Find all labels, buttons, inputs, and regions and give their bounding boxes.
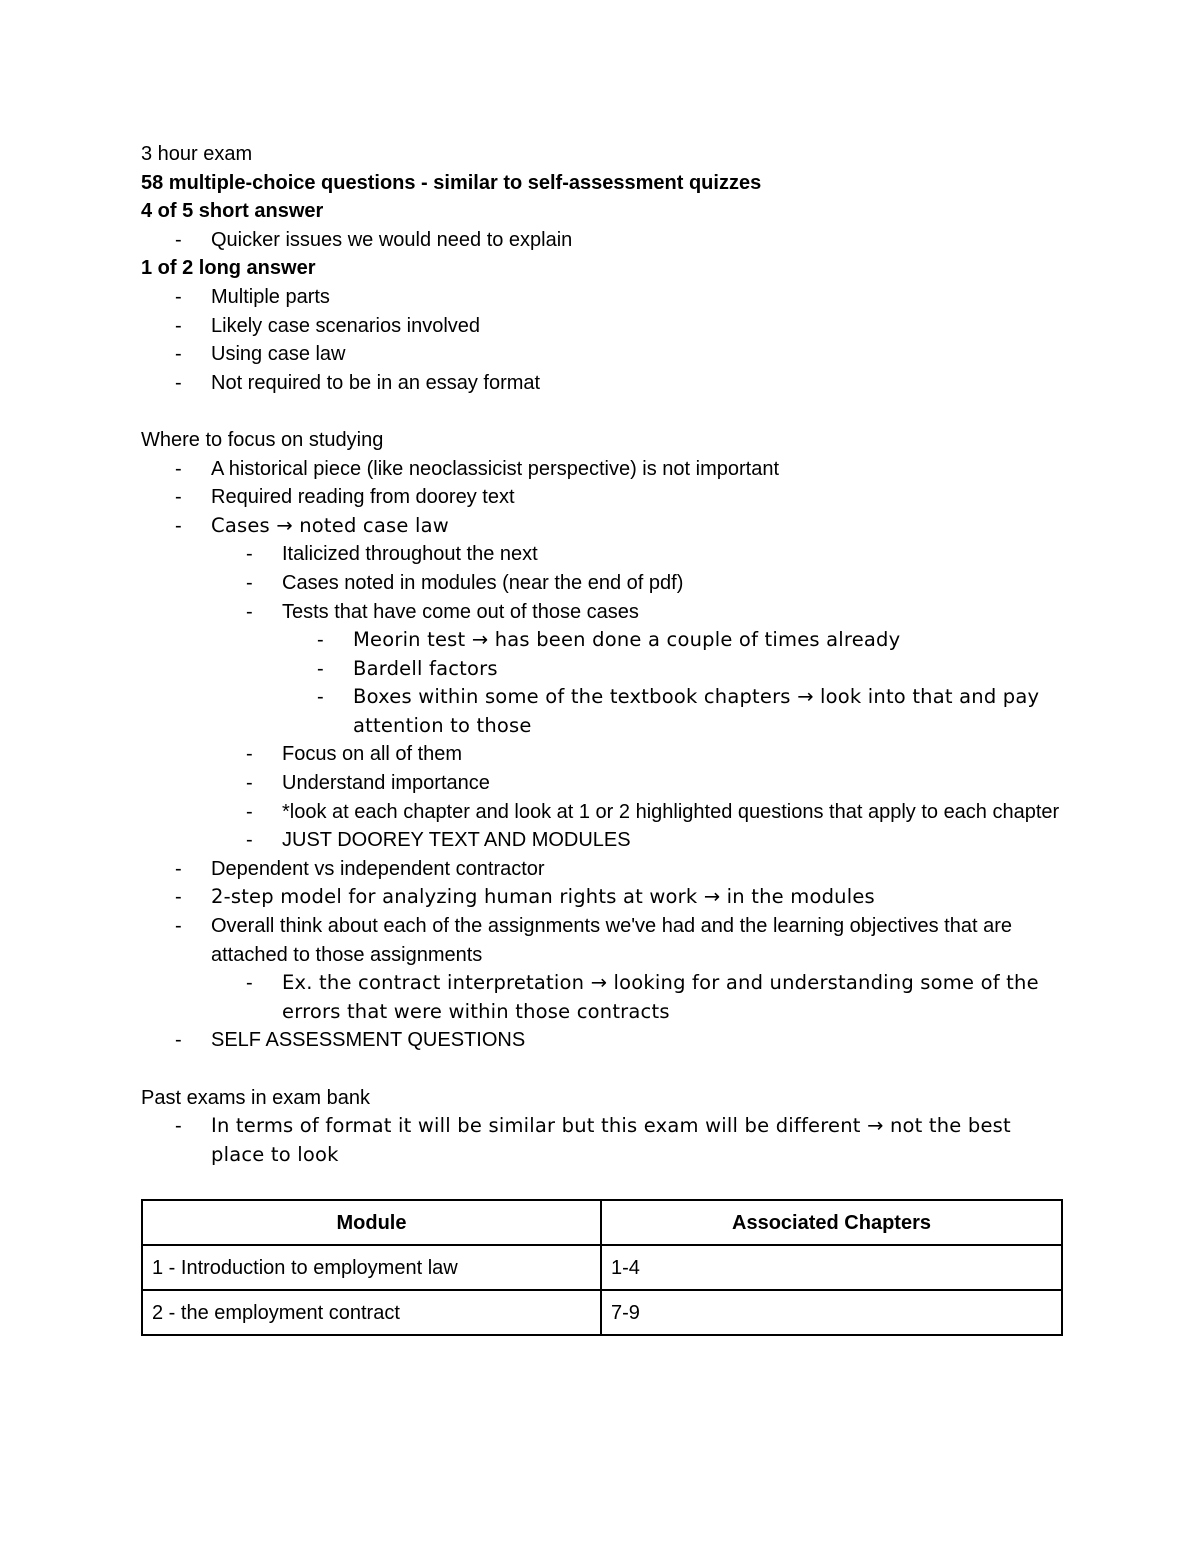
- list-item: - Overall think about each of the assignments we've had and the learning objectives that are attached to those assignments: [141, 912, 1061, 969]
- focus-list: [141, 455, 1061, 1055]
- dash-bullet: -: [246, 743, 253, 766]
- list-item: - Using case law: [141, 340, 1061, 369]
- table-row: [142, 1290, 1062, 1335]
- dash-bullet: -: [175, 1115, 182, 1138]
- dash-bullet: -: [246, 829, 253, 852]
- dash-bullet: -: [175, 314, 182, 337]
- list-item: - In terms of format it will be similar but this exam will be different → not the best place to look: [175, 1114, 1011, 1166]
- dash-bullet: -: [246, 600, 253, 623]
- list-item: - Not required to be in an essay format: [141, 369, 1061, 398]
- module-table-wrapper: [141, 1199, 1061, 1336]
- table-cell-module: 1 - Introduction to employment law: [142, 1245, 601, 1290]
- dash-bullet: -: [175, 343, 182, 366]
- list-item: - Focus on all of them: [141, 740, 1061, 769]
- long-answer-heading: 1 of 2 long answer: [141, 257, 316, 280]
- list-item: - Dependent vs independent contractor: [141, 855, 1061, 884]
- list-item: - Multiple parts: [141, 283, 1061, 312]
- dash-bullet: -: [246, 543, 253, 566]
- focus-heading: Where to focus on studying: [141, 428, 384, 451]
- past-exams-heading: Past exams in exam bank: [141, 1086, 370, 1109]
- dash-bullet: -: [175, 486, 182, 509]
- list-item: - Understand importance: [141, 769, 1061, 798]
- column-header-module: Module: [142, 1200, 601, 1245]
- dash-bullet: -: [175, 514, 182, 537]
- list-item: - Italicized throughout the next: [141, 540, 1061, 569]
- list-item: - Likely case scenarios involved: [141, 312, 1061, 341]
- dash-bullet: -: [175, 857, 182, 880]
- blank-line: [141, 1055, 1061, 1084]
- list-item: - Boxes within some of the textbook chapters → look into that and pay attention to those: [317, 685, 1040, 737]
- list-item: - A historical piece (like neoclassicist perspective) is not important: [141, 455, 1061, 484]
- dash-bullet: -: [175, 457, 182, 480]
- past-exams-list: [141, 1112, 1061, 1169]
- dash-bullet: -: [175, 1029, 182, 1052]
- list-item: - Ex. the contract interpretation → looking for and understanding some of the errors that were within those contracts: [246, 971, 1039, 1023]
- list-item: - Meorin test → has been done a couple of times already: [141, 626, 1061, 655]
- dash-bullet: -: [175, 915, 182, 938]
- dash-bullet: -: [175, 285, 182, 308]
- dash-bullet: -: [246, 800, 253, 823]
- list-item: - *look at each chapter and look at 1 or 2 highlighted questions that apply to each chapter: [141, 798, 1061, 827]
- table-cell-module: 2 - the employment contract: [142, 1290, 601, 1335]
- dash-bullet: -: [317, 657, 324, 680]
- blank-line: [141, 397, 1061, 426]
- list-item: - Cases noted in modules (near the end of pdf): [141, 569, 1061, 598]
- dash-bullet: -: [246, 772, 253, 795]
- short-answer-heading: 4 of 5 short answer: [141, 200, 324, 223]
- dash-bullet: -: [175, 886, 182, 909]
- dash-bullet: -: [246, 972, 253, 995]
- list-item: - SELF ASSESSMENT QUESTIONS: [141, 1026, 1061, 1055]
- dash-bullet: -: [175, 371, 182, 394]
- list-item: - Required reading from doorey text: [141, 483, 1061, 512]
- document-page: [141, 140, 1061, 1336]
- dash-bullet: -: [175, 228, 182, 251]
- column-header-chapters: Associated Chapters: [601, 1200, 1062, 1245]
- long-answer-list: [141, 283, 1061, 397]
- dash-bullet: -: [317, 629, 324, 652]
- dash-bullet: -: [317, 686, 324, 709]
- list-item: - JUST DOOREY TEXT AND MODULES: [141, 826, 1061, 855]
- multiple-choice-line: 58 multiple-choice questions - similar to self-assessment quizzes: [141, 171, 762, 194]
- list-item: - Cases → noted case law: [141, 512, 1061, 541]
- table-header-row: [142, 1200, 1062, 1245]
- table-row: [142, 1245, 1062, 1290]
- short-answer-list: [141, 226, 1061, 255]
- list-item: - Tests that have come out of those cases: [141, 598, 1061, 627]
- dash-bullet: -: [246, 571, 253, 594]
- table-cell-chapters: 7-9: [601, 1290, 1062, 1335]
- exam-duration: 3 hour exam: [141, 143, 253, 165]
- module-chapters-table: [141, 1199, 1063, 1336]
- list-item: - Bardell factors: [141, 655, 1061, 684]
- table-cell-chapters: 1-4: [601, 1245, 1062, 1290]
- list-item: - Quicker issues we would need to explain: [141, 226, 1061, 255]
- list-item: - 2-step model for analyzing human rights at work → in the modules: [141, 883, 1061, 912]
